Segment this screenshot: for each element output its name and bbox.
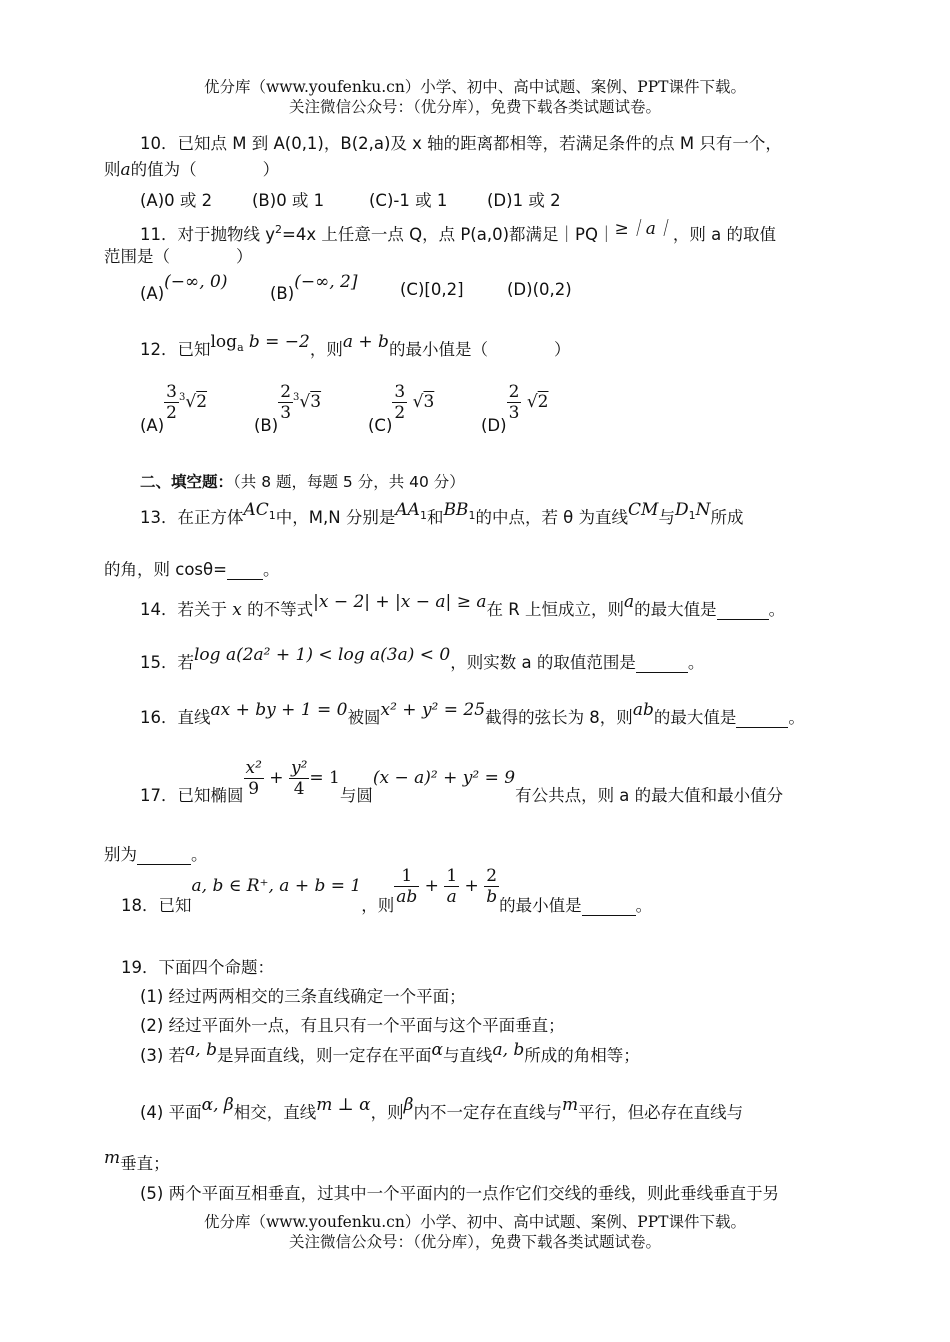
q12-option-a: (A) $\frac{3}{2}$ $^3$√2 — [140, 382, 208, 435]
q19-proposition-4: (4) 平面α, β相交，直线m ⊥ α，则β内不一定存在直线与m平行，但必存在直线与 — [140, 1095, 744, 1122]
q10-option-c: (C)-1 或 1 — [369, 191, 448, 210]
q15-line: 15．若log a(2a² + 1) < log a(3a) < 0，则实数 a 的取值范围是 。 — [140, 645, 705, 672]
q10-then: 则 — [104, 160, 121, 179]
q11-option-b: (B)(−∞, 2] — [270, 272, 358, 303]
q11-sup: 2 — [275, 223, 283, 236]
q11-text-mid: =4x 上任意一点 Q，点 P(a,0)都满足｜PQ｜ — [282, 225, 615, 244]
q16-line: 16．直线ax + by + 1 = 0被圆x² + y² = 25截得的弦长为 8，则ab的最大值是 。 — [140, 700, 805, 727]
q15-answer-blank — [636, 653, 688, 673]
q13-line-1: 13．在正方体$AC_1$中，M,N 分别是$AA_1$和$BB_1$的中点，若 θ 为直线CM与$D_1N$所成 — [140, 500, 744, 527]
q19-proposition-5: (5) 两个平面互相垂直，过其中一个平面内的一点作它们交线的垂线，则此垂线垂直于另 — [140, 1184, 780, 1203]
q13-line-2: 的角，则 cosθ= 。 — [104, 560, 280, 579]
q17-answer-blank — [137, 845, 191, 865]
footer-line-1: 优分库（www.youfenku.cn）小学、初中、高中试题、案例、PPT课件下载。 — [203, 1213, 747, 1231]
footer-line-2: 关注微信公众号：（优分库），免费下载各类试题试卷。 — [288, 1233, 661, 1251]
q17-line-2: 别为 。 — [104, 845, 208, 864]
q19-title: 19．下面四个命题： — [121, 958, 274, 977]
q13-answer-blank — [227, 560, 263, 580]
q11-option-c: (C)[0,2] — [400, 280, 464, 299]
q12-option-c: (C) $\frac{3}{2}$ √3 — [368, 382, 435, 435]
section-2-heading: 二、填空题：（共 8 题，每题 5 分，共 40 分） — [140, 473, 465, 491]
q16-answer-blank — [736, 708, 788, 728]
q12-option-b: (B) $\frac{2}{3}$ $^3$√3 — [254, 382, 322, 435]
q11-option-d: (D)(0,2) — [507, 280, 572, 299]
q14-line: 14．若关于 x 的不等式|x − 2| + |x − a| ≥ a在 R 上恒成立，则a的最大值是 。 — [140, 592, 786, 620]
q11-text-pre: 11．对于抛物线 y — [140, 225, 276, 244]
q11-ge: ≥ — [614, 219, 629, 239]
q10-line-2 — [104, 156, 279, 180]
q12-option-d: (D) $\frac{2}{3}$ √2 — [481, 382, 549, 435]
q10-value-of: 的值为（ ） — [130, 160, 280, 179]
q10-option-d: (D)1 或 2 — [487, 191, 561, 210]
q19-proposition-3: (3) 若a, b是异面直线，则一定存在平面α与直线a, b所成的角相等； — [140, 1040, 640, 1065]
q12-line: 12．已知$\log_a b = -2$，则a + b的最小值是（ ） — [140, 332, 571, 359]
q11-abs: ｜a｜ — [628, 219, 673, 239]
q18-line: 18．已知a, b ∈ R⁺, a + b = 1，则 $\frac{1}{ab}$ + $\frac{1}{a}$ + $\frac{2}{b}$ 的最小值是 。 — [121, 866, 653, 915]
q19-proposition-2: (2) 经过平面外一点，有且只有一个平面与这个平面垂直； — [140, 1016, 565, 1035]
q10-var: a — [120, 160, 131, 180]
q11-text-post: ，则 a 的取值 — [672, 225, 776, 244]
q14-answer-blank — [717, 600, 769, 620]
header-line-2: 关注微信公众号：（优分库），免费下载各类试题试卷。 — [288, 98, 661, 116]
q19-proposition-4-cont: m垂直； — [104, 1148, 170, 1173]
q10-option-a: (A)0 或 2 — [140, 191, 213, 210]
q11-line-1 — [140, 214, 776, 245]
q10-option-b: (B)0 或 1 — [252, 191, 325, 210]
q10-line-1: 10．已知点 M 到 A(0,1)，B(2,a)及 x 轴的距离都相等，若满足条件的点 M 只有一个， — [140, 134, 782, 153]
header-line-1: 优分库（www.youfenku.cn）小学、初中、高中试题、案例、PPT课件下载。 — [203, 78, 747, 96]
q18-answer-blank — [582, 896, 636, 916]
q11-option-a: (A)(−∞, 0) — [140, 272, 228, 303]
q17-line-1: 17．已知椭圆 $\frac{\text{x²}}{9}$ + $\frac{\text{y²}}{4}$ = 1与圆(x − a)² + y² = 9有公共点，则 a 的最大值和最小值分 — [140, 758, 784, 805]
q19-proposition-1: (1) 经过两两相交的三条直线确定一个平面； — [140, 987, 466, 1006]
q11-line-2: 范围是（ ） — [104, 247, 253, 266]
